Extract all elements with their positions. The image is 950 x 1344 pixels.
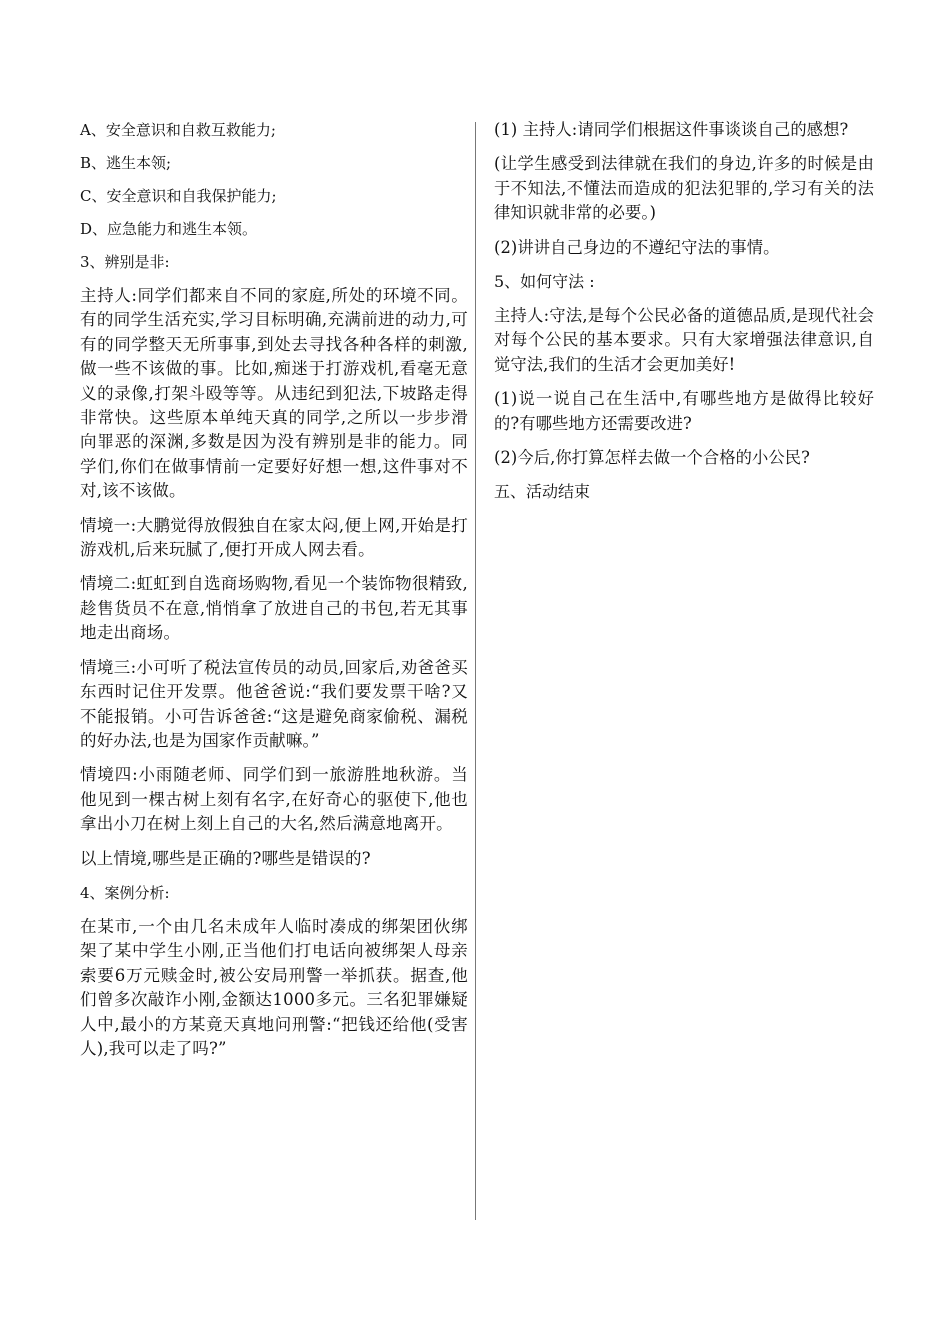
discussion-item-2: (2)讲讲自己身边的不遵纪守法的事情。 [494,237,780,257]
option-c: C、安全意识和自我保护能力; [80,187,277,205]
reflection-question-2: (2)今后,你打算怎样去做一个合格的小公民? [494,448,810,468]
right-column [494,118,874,514]
host-intro-paragraph: 主持人:同学们都来自不同的家庭,所处的环境不同。有的同学生活充实,学习目标明确,充满前进的动力,可有的同学整天无所事事,到处去寻找各种各样的刺激,做一些不该做的事。比如,痴迷于打游戏机,看毫无意义的录像,打架斗殴等等。从违纪到犯法,下坡路走得非常快。这些原本单纯天真的同学,之所以一步步滑向罪恶的深渊,多数是因为没有辨别是非的能力。同学们,你们在做事情前一定要好好想一想,这件事对不对,该不该做。 [80,286,468,501]
activity-end-title: 五、活动结束 [494,482,591,502]
section-5-title: 5、如何守法 : [494,272,595,292]
reflection-question-1: (1)说一说自己在生活中,有哪些地方是做得比较好的?有哪些地方还需要改进? [494,389,874,433]
option-a: A、安全意识和自救互救能力; [80,121,276,139]
scenario-3: 情境三:小可听了税法宣传员的动员,回家后,劝爸爸买东西时记住开发票。他爸爸说:“我们要发票干啥?又不能报销。小可告诉爸爸:“这是避免商家偷税、漏税的好办法,也是为国家作贡献嘛。” [80,657,468,750]
column-divider [475,122,476,1220]
scenario-4: 情境四:小雨随老师、同学们到一旅游胜地秋游。当他见到一棵古树上刻有名字,在好奇心的驱使下,他也拿出小刀在树上刻上自己的大名,然后满意地离开。 [80,765,468,834]
option-b: B、逃生本领; [80,154,172,172]
scenario-1: 情境一:大鹏觉得放假独自在家太闷,便上网,开始是打游戏机,后来玩腻了,便打开成人网去看。 [80,515,468,560]
scenario-2: 情境二:虹虹到自选商场购物,看见一个装饰物很精致,趁售货员不在意,悄悄拿了放进自己的书包,若无其事地走出商场。 [80,574,468,643]
option-d: D、应急能力和逃生本领。 [80,220,258,238]
discussion-item-1: (1) 主持人:请同学们根据这件事谈谈自己的感想? [494,120,849,139]
section-3-title: 3、辨别是非: [80,253,170,271]
left-column [80,118,468,1071]
host-law-paragraph: 主持人:守法,是每个公民必备的道德品质,是现代社会对每个公民的基本要求。只有大家增强法律意识,自觉守法,我们的生活才会更加美好! [494,306,874,374]
case-paragraph: 在某市,一个由几名未成年人临时凑成的绑架团伙绑架了某中学生小刚,正当他们打电话向被绑架人母亲索要6万元赎金时,被公安局刑警一举抓获。据查,他们曾多次敲诈小刚,金额达1000多元。三名犯罪嫌疑人中,最小的方某竟天真地问刑警:“把钱还给他(受害人),我可以走了吗?” [80,916,468,1058]
discussion-item-1-note: (让学生感受到法律就在我们的身边,许多的时候是由于不知法,不懂法而造成的犯法犯罪的,学习有关的法律知识就非常的必要。) [494,154,874,223]
scenario-question: 以上情境,哪些是正确的?哪些是错误的? [80,848,371,868]
section-4-title: 4、案例分析: [80,883,170,902]
